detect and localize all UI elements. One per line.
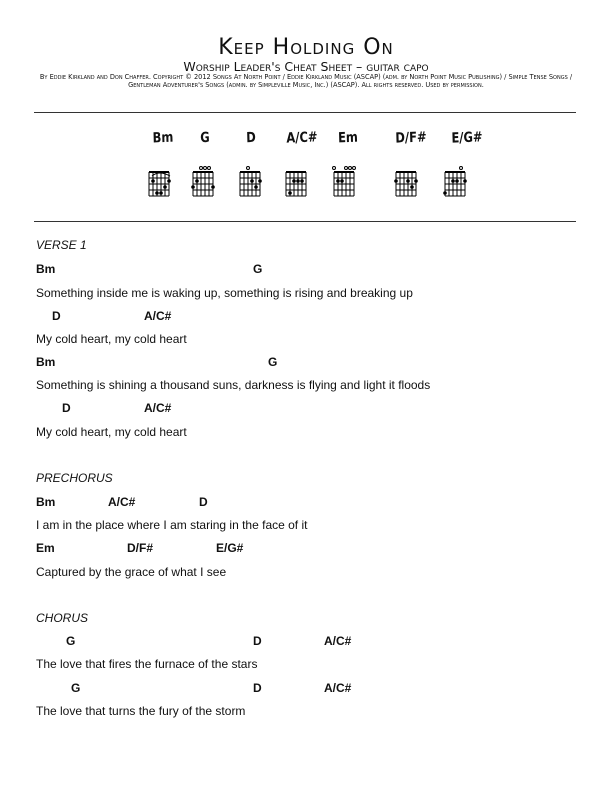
chart-divider	[34, 221, 576, 222]
chorus-chord: G	[71, 681, 81, 695]
chord-diagram-d-f-sharp	[391, 164, 421, 204]
chord-diagram-bm	[144, 164, 174, 204]
chord-label-g: G	[200, 129, 210, 147]
verse-1-lyric-line: My cold heart, my cold heart	[36, 332, 187, 346]
verse-1-lyric-line: My cold heart, my cold heart	[36, 425, 187, 439]
prechorus-chord: Bm	[36, 495, 56, 509]
prechorus-chord: E/G#	[216, 541, 244, 555]
verse-1-lyric-line: Something inside me is waking up, something is rising and breaking up	[36, 286, 413, 300]
verse-1-chord: A/C#	[144, 309, 172, 323]
verse-1-lyric-line: Something is shining a thousand suns, darkness is flying and light it floods	[36, 378, 431, 392]
verse-1-chord: Bm	[36, 262, 56, 276]
chorus-lyric-line: The love that fires the furnace of the stars	[36, 657, 258, 671]
prechorus-lyric-line: Captured by the grace of what I see	[36, 565, 227, 579]
chord-label-bm: Bm	[152, 129, 174, 147]
song-title: Keep Holding On	[218, 35, 394, 60]
chord-label-d-f-sharp: D/F#	[395, 129, 427, 147]
prechorus-lyric-line: I am in the place where I am staring in the face of it	[36, 518, 308, 532]
chord-label-a-c-sharp: A/C#	[286, 129, 318, 147]
prechorus-chord: Em	[36, 541, 55, 555]
prechorus-chord: A/C#	[108, 495, 136, 509]
chorus-chord: D	[253, 681, 262, 695]
chorus-chord: A/C#	[324, 634, 352, 648]
chord-label-d: D	[246, 129, 256, 147]
prechorus-chord: D	[199, 495, 208, 509]
chord-diagram-e-g-sharp	[440, 164, 470, 204]
chorus-chord: G	[66, 634, 76, 648]
chorus-chord: A/C#	[324, 681, 352, 695]
chord-diagram-em	[329, 164, 359, 204]
verse-1-heading: VERSE 1	[36, 238, 87, 252]
chord-diagram-a-c-sharp	[281, 164, 311, 204]
verse-1-chord: Bm	[36, 355, 56, 369]
verse-1-chord: G	[268, 355, 278, 369]
chord-diagram-g	[188, 164, 218, 204]
header-divider	[34, 112, 576, 113]
verse-1-chord: G	[253, 262, 263, 276]
prechorus-chord: D/F#	[127, 541, 154, 555]
chord-diagram-d	[235, 164, 265, 204]
chorus-heading: CHORUS	[36, 611, 89, 625]
song-subtitle: Worship Leader's Cheat Sheet – guitar capo	[183, 59, 429, 74]
chord-label-em: Em	[337, 129, 359, 147]
verse-1-chord: D	[62, 401, 71, 415]
copyright-credits: By Eddie Kirkland and Don Chaffer. Copyright © 2012 Songs At North Point / Eddie Kirkland Music (ASCAP) (adm. by North Point Music Publishing) / Simple Tense Songs / Gentleman Adventurer's Songs (admin. by Simpleville Music, Inc.) (ASCAP). All rights reserved. Used by permission.	[39, 73, 573, 90]
chorus-chord: D	[253, 634, 262, 648]
chord-label-e-g-sharp: E/G#	[451, 129, 483, 147]
chorus-lyric-line: The love that turns the fury of the storm	[36, 704, 246, 718]
verse-1-chord: A/C#	[144, 401, 172, 415]
verse-1-chord: D	[52, 309, 61, 323]
prechorus-heading: PRECHORUS	[36, 471, 113, 485]
